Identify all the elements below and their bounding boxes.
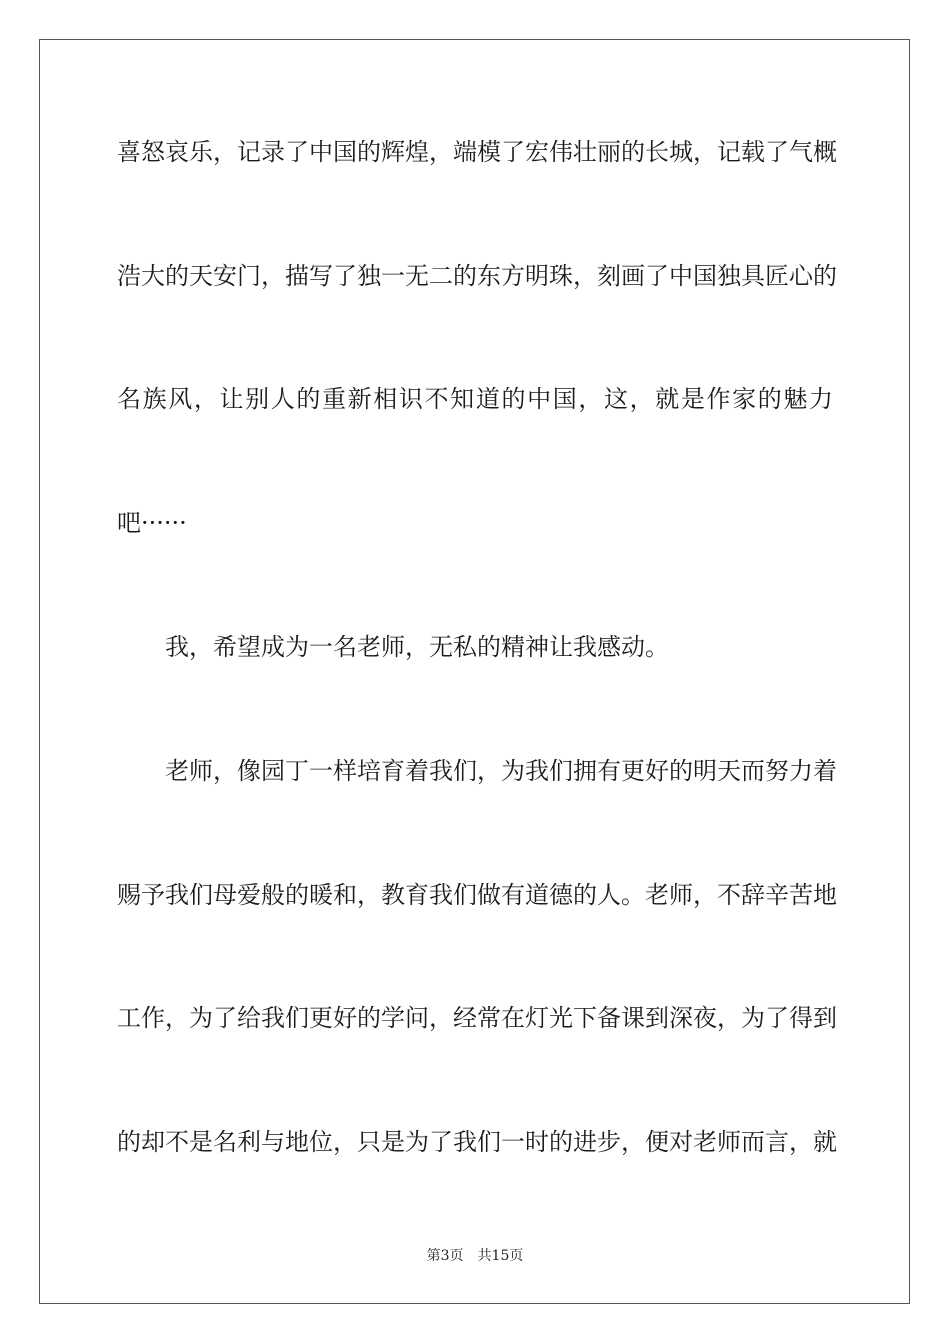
- paragraph-line: 老师，像园丁一样培育着我们，为我们拥有更好的明天而努力着: [165, 757, 837, 785]
- paragraph-line: 我，希望成为一名老师，无私的精神让我感动。: [165, 633, 669, 661]
- paragraph-line: 喜怒哀乐，记录了中国的辉煌，端模了宏伟壮丽的长城，记载了气概: [117, 138, 837, 166]
- page-number: 第3页: [426, 1248, 464, 1264]
- paragraph-line: 赐予我们母爱般的暖和，教育我们做有道德的人。老师，不辞辛苦地: [117, 881, 837, 909]
- paragraph-line: 的却不是名利与地位，只是为了我们一时的进步，便对老师而言，就: [117, 1128, 837, 1156]
- paragraph-line: 吧······: [117, 509, 187, 537]
- page-total: 共15页: [477, 1248, 524, 1264]
- paragraph-line: 名族风，让别人的重新相识不知道的中国，这，就是作家的魅力: [117, 385, 833, 413]
- page-border: [39, 39, 910, 1304]
- page-footer: [0, 1247, 950, 1265]
- paragraph-line: 工作，为了给我们更好的学问，经常在灯光下备课到深夜，为了得到: [117, 1004, 837, 1032]
- paragraph-line: 浩大的天安门，描写了独一无二的东方明珠，刻画了中国独具匠心的: [117, 262, 837, 290]
